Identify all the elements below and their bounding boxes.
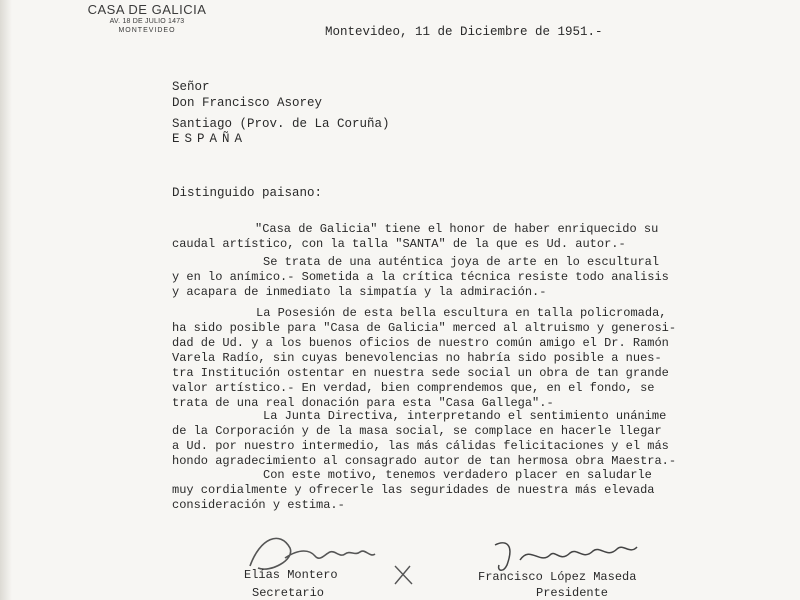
letterhead-name: CASA DE GALICIA xyxy=(87,2,207,17)
signature-right-title: Presidente xyxy=(536,586,609,600)
letterhead xyxy=(82,2,212,34)
page-edge-shadow xyxy=(0,0,12,600)
paragraph-line: caudal artístico, con la talla "SANTA" de la que es Ud. autor.- xyxy=(172,237,626,251)
paragraph-line: de la Corporación y de la masa social, se complace en hacerle llegar xyxy=(172,424,662,438)
paragraph-line: muy cordialmente y ofrecerle las seguridades de nuestra más elevada xyxy=(172,483,655,497)
letterhead-address: AV. 18 DE JULIO 1473 xyxy=(109,18,185,25)
paragraph-line: dad de Ud. y a los buenos oficios de nuestro común amigo el Dr. Ramón xyxy=(172,336,669,350)
paragraph-line: Se trata de una auténtica joya de arte en lo escultural xyxy=(263,255,660,269)
letterhead-city: MONTEVIDEO xyxy=(118,27,176,34)
paragraph-line: tra Institución ostentar en nuestra sede social un obra de tan grande xyxy=(172,366,669,380)
signature-left-title: Secretario xyxy=(252,586,325,600)
signature-right-name: Francisco López Maseda xyxy=(478,570,637,584)
paragraph-line: a Ud. por nuestro intermedio, las más cálidas felicitaciones y el más xyxy=(172,439,669,453)
paragraph-line: y acapara de inmediato la simpatía y la admiración.- xyxy=(172,285,547,299)
paragraph-line: Con este motivo, tenemos verdadero placer en saludarle xyxy=(263,468,652,482)
recipient-line-3: Santiago (Prov. de La Coruña) xyxy=(172,117,390,131)
paragraph-line: hondo agradecimiento al consagrado autor de tan hermosa obra Maestra.- xyxy=(172,454,677,468)
paragraph-line: consideración y estima.- xyxy=(172,498,345,512)
paragraph-line: La Posesión de esta bella escultura en talla policromada, xyxy=(256,306,667,320)
salutation: Distinguido paisano: xyxy=(172,186,323,200)
paragraph-line: "Casa de Galicia" tiene el honor de haber enriquecido su xyxy=(255,222,659,236)
signature-left-name: Elías Montero xyxy=(244,568,338,582)
recipient-line-1: Señor xyxy=(172,80,210,94)
paragraph-line: trata de una real donación para esta "Casa Gallega".- xyxy=(172,396,554,410)
recipient-line-2: Don Francisco Asorey xyxy=(172,96,323,110)
paragraph-line: valor artístico.- En verdad, bien comprendemos que, en el fondo, se xyxy=(172,381,655,395)
paragraph-line: y en lo anímico.- Sometida a la crítica técnica resiste todo analisis xyxy=(172,270,669,284)
recipient-line-4: ESPAÑA xyxy=(172,132,248,146)
paragraph-line: ha sido posible para "Casa de Galicia" merced al altruismo y generosi- xyxy=(172,321,677,335)
paragraph-line: Varela Radío, sin cuyas benevolencias no habría sido posible a nues- xyxy=(172,351,662,365)
paragraph-line: La Junta Directiva, interpretando el sentimiento unánime xyxy=(263,409,667,423)
dateline: Montevideo, 11 de Diciembre de 1951.- xyxy=(325,25,603,39)
